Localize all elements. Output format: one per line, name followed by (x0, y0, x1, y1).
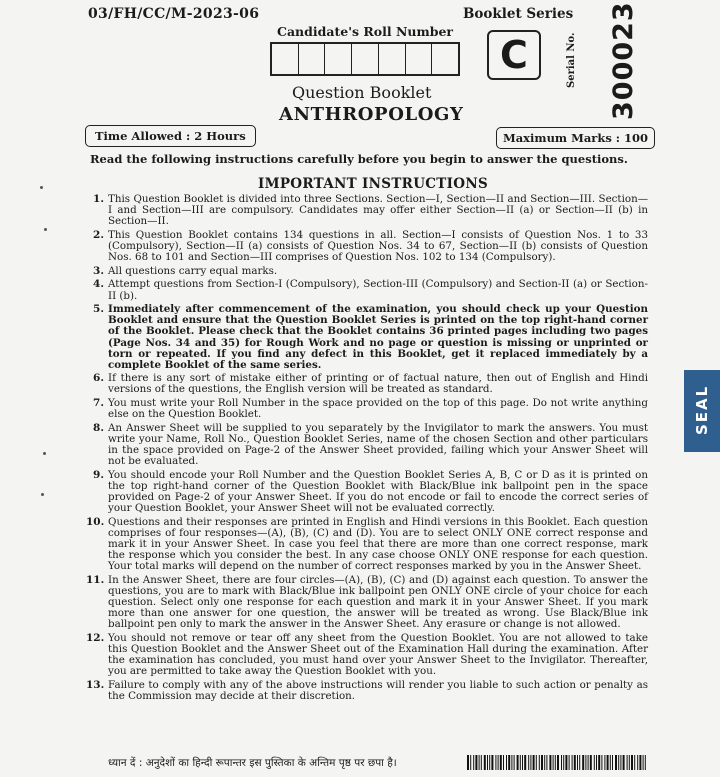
instruction-item: 11. In the Answer Sheet, there are four circles—(A), (B), (C) and (D) against each question. To answer the questions, you are to mark with Black/Blue ink ballpoint pen ONLY ONE circle of your choice for each question. Select only one response for each question and mark it in your Answer Sheet. If you mark more than one answer for one question, the answer will be treated as wrong. Use Black/Blue ink ballpoint pen only to mark the answer in the Answer Sheet. Any erasure or change is not allowed. (86, 573, 648, 631)
roll-digit-box[interactable] (432, 44, 458, 74)
seal-tab (684, 370, 720, 452)
instruction-item: 2. This Question Booklet contains 134 questions in all. Section—I consists of Question Nos. 1 to 33 (Compulsory), Section—II (a) consists of Question Nos. 34 to 67, Section—II (b) consists of Question Nos. 68 to 101 and Section—III comprises of Question Nos. 102 to 134 (Compulsory). (93, 228, 648, 264)
maximum-marks: Maximum Marks : 100 (496, 127, 655, 149)
instruction-item: 6. If there is any sort of mistake either of printing or of factual nature, then out of English and Hindi versions of the questions, the English version will be treated as standard. (93, 372, 648, 396)
instruction-item: 3. All questions carry equal marks. (93, 264, 278, 277)
margin-dot (43, 452, 46, 455)
roll-digit-box[interactable] (272, 44, 299, 74)
roll-number-boxes[interactable] (270, 42, 460, 76)
margin-dot (41, 493, 44, 496)
margin-dot (40, 186, 43, 189)
roll-digit-box[interactable] (379, 44, 406, 74)
instruction-item: 12. You should not remove or tear off any sheet from the Question Booklet. You are not allowed to take this Question Booklet and the Answer Sheet out of the Examination Hall during the examination. After the examination has concluded, you must hand over your Answer Sheet to the Invigilator. Thereafter, you are permitted to take away the Question Booklet with you. (86, 632, 648, 678)
seal-label: SEAL (693, 384, 711, 435)
barcode-icon (467, 755, 647, 770)
instruction-item: 8. An Answer Sheet will be supplied to you separately by the Invigilator to mark the answers. You must write your Name, Roll No., Question Booklet Series, name of the chosen Section and other particulars in the space provided on Page-2 of the Answer Sheet provided, failing which your Answer Sheet will not be evaluated. (93, 421, 648, 468)
booklet-title: Question Booklet (292, 83, 432, 102)
roll-digit-box[interactable] (352, 44, 379, 74)
serial-label: Serial No. (566, 32, 577, 88)
footer-hindi-note: ध्यान दें : अनुदेशों का हिन्दी रूपान्तर इस पुस्तिका के अन्तिम पृष्ठ पर छपा है। (108, 757, 397, 769)
instruction-item: 13. Failure to comply with any of the above instructions will render you liable to such action or penalty as the Commission may decide at their discretion. (86, 678, 648, 703)
instruction-item: 9. You should encode your Roll Number and the Question Booklet Series A, B, C or D as it is printed on the top right-hand corner of the Question Booklet with Black/Blue ink ballpoint pen in the space provided on Page-2 of your Answer Sheet. If you do not encode or fail to encode the correct series of your Question Booklet, your Answer Sheet will not be evaluated correctly. (93, 468, 648, 515)
booklet-series-letter: C (487, 30, 541, 80)
margin-dot (44, 228, 47, 231)
paper-code: 03/FH/CC/M-2023-06 (88, 6, 260, 22)
instruction-item: 4. Attempt questions from Section-I (Compulsory), Section-III (Compulsory) and Section-II (a) or Section-II (b). (93, 278, 648, 302)
serial-number: 300023 (608, 1, 639, 120)
instructions-list (86, 194, 648, 705)
roll-digit-box[interactable] (406, 44, 433, 74)
instruction-item: 1. This Question Booklet is divided into three Sections. Section—I, Section—II and Section—III. Section—I and Section—III are compulsory. Candidates may offer either Section—II (a) or Section—II (b) in Section—II. (93, 193, 648, 228)
instruction-item: 7. You must write your Roll Number in the space provided on the top of this page. Do not write anything else on the Question Booklet. (93, 397, 648, 421)
time-allowed: Time Allowed : 2 Hours (85, 125, 256, 147)
roll-digit-box[interactable] (299, 44, 326, 74)
roll-number-label: Candidate's Roll Number (277, 24, 454, 39)
instructions-heading: IMPORTANT INSTRUCTIONS (258, 176, 489, 192)
instruction-item: 10. Questions and their responses are printed in English and Hindi versions in this Booklet. Each question comprises of four responses—(A), (B), (C) and (D). You are to select ONLY ONE correct response and mark it in your Answer Sheet. In case you feel that there are more than one correct response, mark the response which you consider the best. In any case choose ONLY ONE response for each question. Your total marks will depend on the number of correct responses marked by you in the Answer Sheet. (86, 515, 648, 573)
read-instructions-line: Read the following instructions carefully before you begin to answer the questions. (90, 152, 628, 166)
booklet-series-label: Booklet Series (463, 6, 574, 22)
instruction-item: 5. Immediately after commencement of the examination, you should check up your Question Booklet and ensure that the Question Booklet Series is printed on the top right-hand corner of the Booklet. Please check that the Booklet contains 36 printed pages including two pages (Page Nos. 34 and 35) for Rough Work and no page or question is missing or unprinted or torn or repeated. If you find any defect in this Booklet, get it replaced immediately by a complete Booklet of the same series. (93, 303, 648, 371)
subject-title: ANTHROPOLOGY (279, 104, 464, 125)
roll-digit-box[interactable] (325, 44, 352, 74)
